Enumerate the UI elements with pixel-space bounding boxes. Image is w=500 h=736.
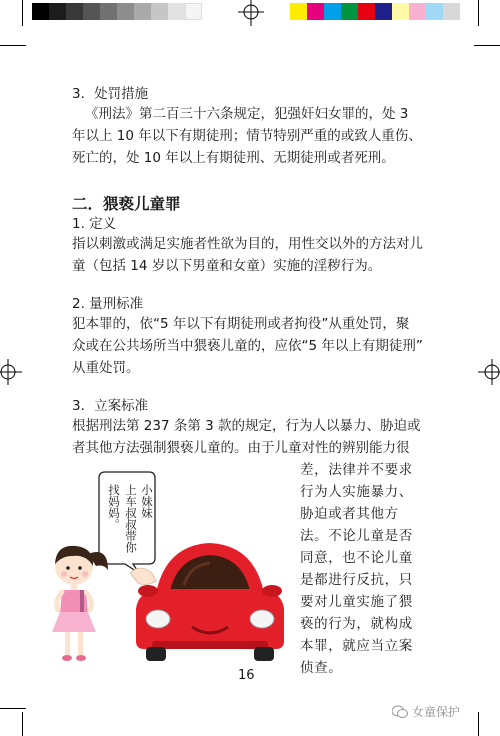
watermark-text: 女童保护 xyxy=(412,705,461,719)
section-heading-punishment: 3．处罚措施 xyxy=(72,86,149,102)
crop-mark xyxy=(22,712,23,736)
paragraph-line: 《刑法》第二百三十六条规定，犯强奸妇女罪的，处 3 xyxy=(85,106,409,122)
crop-mark xyxy=(0,45,26,46)
color-bar xyxy=(290,3,460,20)
wrapped-line: 要对儿童实施了猥 xyxy=(300,594,413,610)
paragraph-line: 童（包括 14 岁以下男童和女童）实施的淫秽行为。 xyxy=(72,258,382,274)
registration-mark-right xyxy=(478,357,500,387)
paragraph-line: 众或在公共场所当中猥亵儿童的，应依“5 年以上有期徒刑” xyxy=(72,338,423,354)
bubble-text-col: 找妈妈。 xyxy=(107,484,121,530)
wrapped-line: 胁迫或者其他方 xyxy=(300,506,399,522)
paragraph-line: 死亡的，处 10 年以上有期徒刑、无期徒刑或者死刑。 xyxy=(72,150,395,166)
watermark xyxy=(392,703,460,720)
bubble-text-col: 小妹妹 xyxy=(140,484,154,519)
wrapped-line: 法。不论儿童是否 xyxy=(300,528,413,544)
wrapped-line: 亵的行为，就构成 xyxy=(300,616,413,632)
paragraph-line: 指以刺激或满足实施者性欲为目的，用性交以外的方法对儿 xyxy=(72,236,423,252)
wrapped-line: 同意，也不论儿童 xyxy=(300,550,413,566)
paragraph-line: 从重处罚。 xyxy=(72,360,140,376)
subheading-definition: 1. 定义 xyxy=(72,216,117,232)
crop-mark xyxy=(478,0,479,26)
red-car-illustration xyxy=(126,525,294,667)
wrapped-line: 是都进行反抗，只 xyxy=(300,572,413,588)
wrapped-line: 行为人实施暴力、 xyxy=(300,484,413,500)
paragraph-line: 犯本罪的，依“5 年以下有期徒刑或者拘役”从重处罚，聚 xyxy=(72,316,410,332)
grayscale-bar xyxy=(32,3,202,20)
paragraph-line: 者其他方法强制猥亵儿童的。由于儿童对性的辨别能力很 xyxy=(72,440,410,456)
wrapped-line: 本罪，就应当立案 xyxy=(300,638,413,654)
bubble-text-col: 上车叔叔带你 xyxy=(124,484,138,553)
wrapped-line: 侦查。 xyxy=(300,660,343,676)
crop-mark xyxy=(478,712,479,736)
subheading-sentencing: 2. 量刑标准 xyxy=(72,296,144,312)
registration-mark-left xyxy=(0,357,22,387)
wechat-logo-icon xyxy=(392,705,408,719)
crop-mark xyxy=(474,45,500,46)
crop-mark xyxy=(22,0,23,26)
girl-illustration xyxy=(38,540,116,664)
paragraph-line: 年以上 10 年以下有期徒刑；情节特别严重的或致人重伤、 xyxy=(72,128,422,144)
page-number: 16 xyxy=(238,668,255,683)
paragraph-line: 根据刑法第 237 条第 3 款的规定，行为人以暴力、胁迫或 xyxy=(72,418,421,434)
chapter-heading: 二．猥亵儿童罪 xyxy=(72,195,181,213)
subheading-filing: 3．立案标准 xyxy=(72,398,149,414)
wrapped-line: 差，法律并不要求 xyxy=(300,462,413,478)
crop-mark xyxy=(0,708,26,709)
registration-mark-top xyxy=(236,0,266,26)
